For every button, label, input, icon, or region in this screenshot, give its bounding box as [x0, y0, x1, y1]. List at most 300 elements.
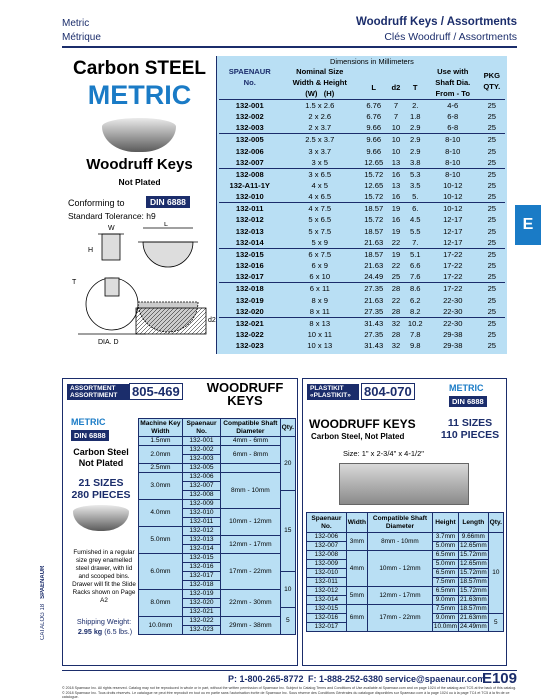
plastikit-size: Size: 1" x 2-3/4" x 4-1/2": [343, 449, 424, 458]
shaft-cell: 8mm - 10mm: [221, 473, 280, 509]
spec-cell-use: 10-12: [427, 203, 479, 215]
col-p-height: Height: [432, 513, 458, 533]
p-part-cell: 132-009: [307, 560, 347, 569]
spec-cell-d2: 13: [391, 157, 401, 167]
spec-cell-l: 18.57: [359, 203, 388, 215]
spec-row: [219, 260, 505, 271]
spec-cell-no: 132-005: [219, 134, 280, 146]
spec-cell-size: 2 x 3.7: [308, 123, 332, 133]
spec-cell-qty: 25: [487, 146, 497, 156]
spec-cell-l: 21.63: [364, 295, 384, 305]
spec-cell-size: 5 x 6.5: [308, 215, 332, 225]
spec-row: [219, 283, 505, 295]
spec-cell-no: 132-022: [235, 329, 264, 339]
spec-cell-t: 3.8: [409, 157, 421, 167]
shaft-cell: 6mm - 8mm: [221, 446, 280, 464]
spec-cell-t: 7.6: [409, 272, 421, 282]
header-right-subtitle: Clés Woodruff / Assortments: [384, 31, 517, 43]
col-d2: d2: [391, 83, 401, 92]
spec-cell-l: 24.49: [364, 272, 384, 282]
p-length-cell: 15.72mm: [460, 569, 487, 576]
spec-cell-size: 3 x 5: [311, 157, 328, 167]
spec-cell-l: 21.63: [364, 261, 384, 271]
spec-cell-use: 22-30: [443, 306, 463, 316]
spec-cell-d2: 28: [391, 329, 401, 339]
spec-cell-qty: 25: [487, 329, 497, 339]
spec-cell-no: 132-011: [219, 203, 280, 215]
spec-cell-t: 1.8: [409, 112, 421, 122]
assortment-row: [139, 590, 296, 599]
spec-cell-t: 2.9: [404, 134, 427, 146]
spec-cell-l: 31.43: [359, 317, 388, 329]
spec-cell-d2: 19: [388, 248, 403, 260]
plastikit-metric: METRIC: [449, 383, 484, 393]
spec-cell-no: 132-021: [219, 317, 280, 329]
spec-cell-d2: 16: [391, 192, 401, 202]
spec-cell-d2: 32: [391, 341, 401, 351]
assortment-key-image: [73, 505, 129, 531]
plastikit-row: [307, 605, 504, 614]
p-length-cell: 15.72mm: [460, 587, 487, 594]
key-width-cell: 3.0mm: [139, 473, 183, 500]
p-length-cell: 12.65mm: [460, 560, 487, 567]
spec-cell-no: 132-006: [235, 146, 264, 156]
header-left-title: Metric: [62, 18, 90, 29]
spec-cell-qty: 25: [487, 192, 497, 202]
footer-fax: F: 1-888-252-6380: [308, 674, 384, 684]
spec-cell-qty: 25: [487, 226, 497, 236]
spec-cell-qty: 25: [487, 215, 497, 225]
plastikit-din: DIN 6888: [449, 396, 487, 407]
col-p-shaft: Compatible Shaft Diameter: [368, 513, 433, 533]
spec-cell-l: 15.72: [364, 192, 384, 202]
side-catalog-text: CATALOG 18 SPAENAUR: [40, 565, 46, 640]
p-part-cell: 132-007: [307, 542, 347, 551]
p-part-cell: 132-012: [307, 587, 347, 596]
spec-cell-qty: 25: [487, 237, 497, 247]
spec-cell-qty: 25: [479, 248, 505, 260]
spec-cell-size: 6 x 11: [280, 283, 359, 295]
spec-cell-t: 2.9: [409, 146, 421, 156]
spec-cell-t: 4.5: [409, 215, 421, 225]
part-number-cell: 132-008: [182, 491, 220, 500]
spec-cell-t: 5.5: [409, 226, 421, 236]
col-shaft: Compatible Shaft Diameter: [221, 419, 280, 437]
shipping-label: Shipping Weight:: [76, 617, 132, 626]
spec-cell-size: 4 x 7.5: [280, 203, 359, 215]
col-p-length: Length: [459, 513, 489, 533]
spec-cell-l: 18.57: [364, 226, 384, 236]
p-part-cell: 132-017: [307, 623, 347, 632]
spec-cell-l: 9.66: [359, 134, 388, 146]
assortment-badge: ASSORTMENT ASSORTIMENT: [67, 384, 129, 400]
spec-cell-no: 132-020: [235, 306, 264, 316]
assortment-row: [139, 617, 296, 626]
assortment-table: [138, 418, 296, 635]
spec-cell-t: 5.: [412, 192, 419, 202]
key-width-cell: 2.0mm: [139, 446, 183, 464]
spec-cell-l: 18.57: [359, 248, 388, 260]
p-part-cell: 132-011: [307, 578, 347, 587]
p-height-cell: 10.0mm: [433, 623, 457, 630]
part-number-cell: 132-010: [182, 509, 220, 518]
p-height-cell: 6.5mm: [432, 587, 458, 596]
spec-cell-t: 10.2: [404, 317, 427, 329]
spec-row: [219, 329, 505, 340]
header-left-subtitle: Métrique: [62, 32, 101, 43]
p-width-cell: 4mm: [346, 551, 367, 587]
spec-cell-size: 1.5 x 2.6: [280, 100, 359, 112]
spec-row: [219, 294, 505, 305]
spec-cell-size: 5 x 9: [311, 237, 328, 247]
key-width-cell: 2.5mm: [139, 464, 183, 473]
part-number-cell: 132-006: [182, 473, 220, 482]
p-height-cell: 6.5mm: [432, 551, 458, 560]
p-shaft-cell: 17mm - 22mm: [368, 605, 433, 632]
tolerance-text: Standard Tolerance: h9: [68, 211, 156, 221]
spec-cell-t: 7.8: [409, 329, 421, 339]
spec-row: [219, 145, 505, 156]
part-number-cell: 132-023: [182, 626, 220, 635]
spec-row: [219, 134, 505, 146]
spec-cell-no: 132-007: [235, 157, 264, 167]
spec-cell-d2: 10: [388, 134, 403, 146]
spec-cell-l: 12.65: [364, 180, 384, 190]
p-height-cell: 5.0mm: [432, 542, 458, 551]
spec-cell-l: 27.35: [364, 329, 384, 339]
shaft-cell: 12mm - 17mm: [221, 536, 280, 554]
spec-cell-l: 15.72: [359, 168, 388, 180]
spec-cell-d2: 16: [388, 168, 403, 180]
spec-cell-use: 17-22: [443, 272, 463, 282]
spec-cell-qty: 25: [487, 112, 497, 122]
p-qty-cell: 5: [488, 614, 503, 632]
part-number-cell: 132-001: [182, 437, 220, 446]
product-finish: Not Plated: [118, 177, 161, 187]
spec-cell-no: 132-014: [235, 237, 264, 247]
shaft-cell: 29mm - 38mm: [221, 617, 280, 635]
p-part-cell: 132-016: [307, 614, 347, 623]
footer-email[interactable]: service@spaenaur.com: [385, 674, 486, 684]
p-width-cell: 6mm: [346, 605, 367, 632]
spec-cell-t: 6.: [404, 203, 427, 215]
p-height-cell: 9.0mm: [432, 614, 458, 623]
p-part-cell: 132-006: [307, 533, 347, 542]
spec-cell-d2: 22: [391, 295, 401, 305]
spec-cell-qty: 25: [487, 341, 497, 351]
spec-cell-l: 15.72: [364, 215, 384, 225]
spec-cell-use: 17-22: [443, 261, 463, 271]
spec-cell-l: 12.65: [364, 157, 384, 167]
dims-caption: Dimensions in Millimeters: [330, 57, 414, 66]
spec-cell-use: 6-8: [447, 112, 459, 122]
spec-cell-size: 6 x 7.5: [280, 248, 359, 260]
qty-cell: 15: [280, 491, 295, 572]
footer-phone: P: 1-800-265-8772: [228, 674, 304, 684]
spec-cell-qty: 25: [487, 295, 497, 305]
spec-cell-t: 8.2: [409, 306, 421, 316]
part-number-cell: 132-013: [182, 536, 220, 545]
spec-cell-size: 4 x 6.5: [308, 192, 332, 202]
p-height-cell: 7.5mm: [432, 605, 458, 614]
spec-cell-qty: 25: [479, 168, 505, 180]
col-spaenaur-no: Spaenaur No.: [182, 419, 220, 437]
part-number-cell: 132-002: [182, 446, 220, 455]
shaft-cell: 10mm - 12mm: [221, 509, 280, 536]
assortment-row: [139, 473, 296, 482]
spec-cell-no: 132-003: [235, 123, 264, 133]
spec-cell-qty: 25: [487, 261, 497, 271]
spec-cell-qty: 25: [487, 123, 497, 133]
spec-cell-use: 8-10: [427, 134, 479, 146]
spec-cell-t: 7.: [412, 237, 419, 247]
part-number-cell: 132-018: [182, 581, 220, 590]
assortment-row: [139, 554, 296, 563]
part-number-cell: 132-016: [182, 563, 220, 572]
spec-cell-no: 132-013: [235, 226, 264, 236]
spec-cell-d2: 25: [391, 272, 401, 282]
p-part-cell: 132-008: [307, 551, 347, 560]
p-shaft-cell: 12mm - 17mm: [368, 587, 433, 605]
spec-cell-size: 5 x 7.5: [308, 226, 332, 236]
diagram-label-d2: d2: [208, 317, 216, 324]
spec-cell-size: 8 x 13: [280, 317, 359, 329]
spec-cell-no: 132-023: [235, 341, 264, 351]
spec-cell-d2: 16: [391, 215, 401, 225]
shipping-value: 2.95 kg: [77, 627, 103, 636]
spec-cell-qty: 25: [487, 157, 497, 167]
spec-row: [219, 237, 505, 249]
spec-cell-size: 3 x 3.7: [308, 146, 332, 156]
spec-cell-use: 8-10: [445, 146, 461, 156]
spec-cell-use: 29-38: [443, 329, 463, 339]
p-height-cell: 6.5mm: [432, 569, 458, 578]
plastikit-table: [306, 512, 504, 632]
spec-cell-no: 132-018: [219, 283, 280, 295]
spec-cell-d2: 19: [391, 226, 401, 236]
spec-cell-d2: 22: [391, 237, 401, 247]
p-length-cell: 18.57mm: [460, 578, 487, 585]
col-nominal: Nominal Size Width & Height (W) (H): [292, 67, 347, 98]
p-length-cell: 24.49mm: [460, 623, 487, 630]
spec-cell-use: 10-12: [443, 192, 463, 202]
p-width-cell: 5mm: [346, 587, 367, 605]
spec-cell-qty: 25: [487, 180, 497, 190]
spec-row: [219, 168, 505, 180]
spec-cell-qty: 25: [487, 272, 497, 282]
spec-cell-l: 9.66: [366, 123, 382, 133]
spec-row: [219, 203, 505, 215]
part-number-cell: 132-011: [182, 518, 220, 527]
spec-cell-t: 6.6: [409, 261, 421, 271]
spec-cell-no: 132-016: [235, 261, 264, 271]
p-length-cell: 12.65mm: [460, 542, 487, 549]
spec-row: [219, 226, 505, 237]
spec-row: [219, 248, 505, 260]
spec-cell-qty: 25: [479, 283, 505, 295]
spec-cell-l: 21.63: [364, 237, 384, 247]
spec-cell-l: 9.66: [366, 146, 382, 156]
assortment-metric: METRIC: [71, 417, 106, 427]
spec-row: [219, 111, 505, 122]
spec-cell-use: 6-8: [447, 123, 459, 133]
spec-row: [219, 191, 505, 203]
spec-cell-qty: 25: [479, 134, 505, 146]
spec-row: [219, 157, 505, 169]
spec-cell-d2: 28: [391, 306, 401, 316]
spec-cell-size: 2.5 x 3.7: [280, 134, 359, 146]
part-number-cell: 132-022: [182, 617, 220, 626]
assortment-finish: Carbon Steel Not Plated: [73, 447, 129, 468]
spec-cell-t: 9.8: [409, 341, 421, 351]
spec-cell-use: 8-10: [427, 168, 479, 180]
diagram-label-t: T: [72, 279, 77, 286]
spec-cell-use: 12-17: [443, 226, 463, 236]
spec-row: [219, 180, 505, 191]
col-t: T: [412, 83, 418, 92]
spec-cell-qty: 25: [479, 203, 505, 215]
spec-row: [219, 340, 505, 351]
plastikit-row: [307, 551, 504, 560]
diagram-label-w: W: [108, 225, 115, 232]
spec-cell-no: 132-A11-1Y: [229, 180, 270, 190]
section-tab[interactable]: E: [515, 205, 541, 245]
key-width-cell: 1.5mm: [139, 437, 183, 446]
spec-cell-size: 4 x 5: [311, 180, 328, 190]
part-number-cell: 132-015: [182, 554, 220, 563]
col-use: Use with Shaft Dia. From - To: [435, 67, 471, 98]
p-length-cell: 9.66mm: [459, 533, 489, 542]
spec-cell-size: 10 x 13: [307, 341, 333, 351]
shaft-cell: 4mm - 6mm: [221, 437, 280, 446]
p-part-cell: 132-015: [307, 605, 347, 614]
shaft-cell: 17mm - 22mm: [221, 554, 280, 590]
part-number-cell: 132-007: [182, 482, 220, 491]
spec-cell-no: 132-012: [235, 215, 264, 225]
p-height-cell: 5.0mm: [432, 560, 458, 569]
spec-cell-use: 17-22: [427, 283, 479, 295]
diagram-label-dia: DIA. D: [98, 339, 119, 346]
woodruff-key-image: [102, 118, 176, 152]
spec-cell-d2: 22: [391, 261, 401, 271]
woodruff-spec-table: [219, 58, 505, 352]
plastikit-image: [339, 463, 469, 505]
part-number-cell: 132-017: [182, 572, 220, 581]
spec-row: [219, 214, 505, 225]
technical-drawing: [68, 222, 216, 352]
spec-cell-no: 132-008: [219, 168, 280, 180]
part-number-cell: 132-014: [182, 545, 220, 554]
material-title: Carbon STEEL: [72, 58, 206, 79]
shaft-cell: 22mm - 30mm: [221, 590, 280, 617]
p-height-cell: 7.5mm: [432, 578, 458, 587]
plastikit-row: [307, 587, 504, 596]
col-l: L: [371, 83, 377, 92]
key-width-cell: 10.0mm: [139, 617, 183, 635]
spec-cell-l: 27.35: [364, 306, 384, 316]
qty-cell: 10: [280, 572, 295, 608]
spec-cell-use: 17-22: [427, 248, 479, 260]
plastikit-title: WOODRUFF KEYS: [309, 417, 416, 431]
conforming-label: Conforming to: [68, 198, 125, 208]
p-qty-cell: 10: [488, 533, 503, 614]
footer-rule: [62, 670, 517, 671]
part-number-cell: 132-009: [182, 500, 220, 509]
spec-cell-d2: 7: [388, 100, 403, 112]
spec-cell-t: 6.2: [409, 295, 421, 305]
spec-cell-no: 132-015: [219, 248, 280, 260]
header-right-title: Woodruff Keys / Assortments: [355, 16, 517, 28]
spec-cell-qty: 25: [479, 317, 505, 329]
spec-cell-d2: 32: [388, 317, 403, 329]
plastikit-subtitle: Carbon Steel, Not Plated: [311, 432, 405, 441]
spec-cell-t: 2.9: [409, 123, 421, 133]
spec-cell-use: 12-17: [443, 237, 463, 247]
spec-cell-d2: 19: [388, 203, 403, 215]
col-spaenaur: SPAENAUR No.: [228, 67, 271, 87]
p-shaft-cell: 8mm - 10mm: [368, 533, 433, 551]
spec-cell-use: 22-30: [443, 295, 463, 305]
qty-cell: 5: [280, 608, 295, 635]
spec-row: [219, 317, 505, 329]
din-badge: DIN 6888: [146, 196, 190, 208]
part-number-cell: 132-012: [182, 527, 220, 536]
part-number-cell: 132-020: [182, 599, 220, 608]
spec-cell-size: 3 x 6.5: [280, 168, 359, 180]
spec-cell-size: 10 x 11: [307, 329, 332, 339]
spec-cell-no: 132-019: [235, 295, 264, 305]
assortment-row: [139, 437, 296, 446]
spec-cell-l: 6.76: [359, 100, 388, 112]
plastikit-row: [307, 533, 504, 542]
assortment-title: WOODRUFF KEYS: [206, 380, 284, 408]
p-part-cell: 132-010: [307, 569, 347, 578]
col-p-qty: Qty.: [488, 513, 503, 533]
shaft-cell: [221, 464, 280, 473]
key-width-cell: 5.0mm: [139, 527, 183, 554]
product-info-panel: [62, 56, 217, 354]
col-qty: Qty.: [280, 419, 295, 437]
footer-legal: © 2018 Spaenaur Inc. All rights reserved. Catalog may not be reproduced in whole or in part, without the written permission of Spaenaur Inc. Subject to Catalog Terms and Conditions of Use available at Spaenaur.com and on page 1024 of the catalog and TCS at the back of this catalog. © 2018 Spaenaur Inc. Tous droits réservés. Le catalogue ne peut être reproduit en tout ou en partie sans l'autorisation écrite de Spaenaur Inc. Sous réserve des Conditions Générales du catalogue disponibles sur Spaenaur.com à la page 1024 ou à la page TC4 et TC5 à la fin de ce catalogue.: [62, 686, 517, 699]
spec-cell-t: 8.6: [404, 283, 427, 295]
plastikit-number: 804-070: [361, 383, 415, 400]
key-width-cell: 8.0mm: [139, 590, 183, 617]
metric-title: METRIC: [87, 80, 192, 110]
diagram-label-l: L: [164, 222, 168, 228]
part-number-cell: 132-021: [182, 608, 220, 617]
p-width-cell: 3mm: [346, 533, 367, 551]
plastikit-badge: PLASTIKIT «PLASTIKIT»: [307, 384, 359, 400]
spec-row: [219, 122, 505, 134]
col-p-spaenaur: Spaenaur No.: [307, 513, 347, 533]
assortment-count: 21 SIZES 280 PIECES: [71, 477, 131, 501]
part-number-cell: 132-005: [182, 464, 220, 473]
spec-cell-no: 132-002: [235, 112, 264, 122]
col-pkg: PKG QTY.: [483, 71, 501, 91]
p-part-cell: 132-014: [307, 596, 347, 605]
spec-cell-l: 27.35: [359, 283, 388, 295]
spec-cell-d2: 28: [388, 283, 403, 295]
spec-cell-use: 12-17: [443, 215, 463, 225]
plastikit-count: 11 SIZES 110 PIECES: [440, 417, 500, 441]
spec-row: [219, 271, 505, 283]
p-height-cell: 3.7mm: [432, 533, 458, 542]
p-length-cell: 21.63mm: [460, 596, 487, 603]
spec-cell-no: 132-010: [235, 192, 264, 202]
p-length-cell: 18.57mm: [460, 605, 487, 612]
spec-cell-l: 31.43: [364, 341, 384, 351]
col-p-width: Width: [346, 513, 367, 533]
